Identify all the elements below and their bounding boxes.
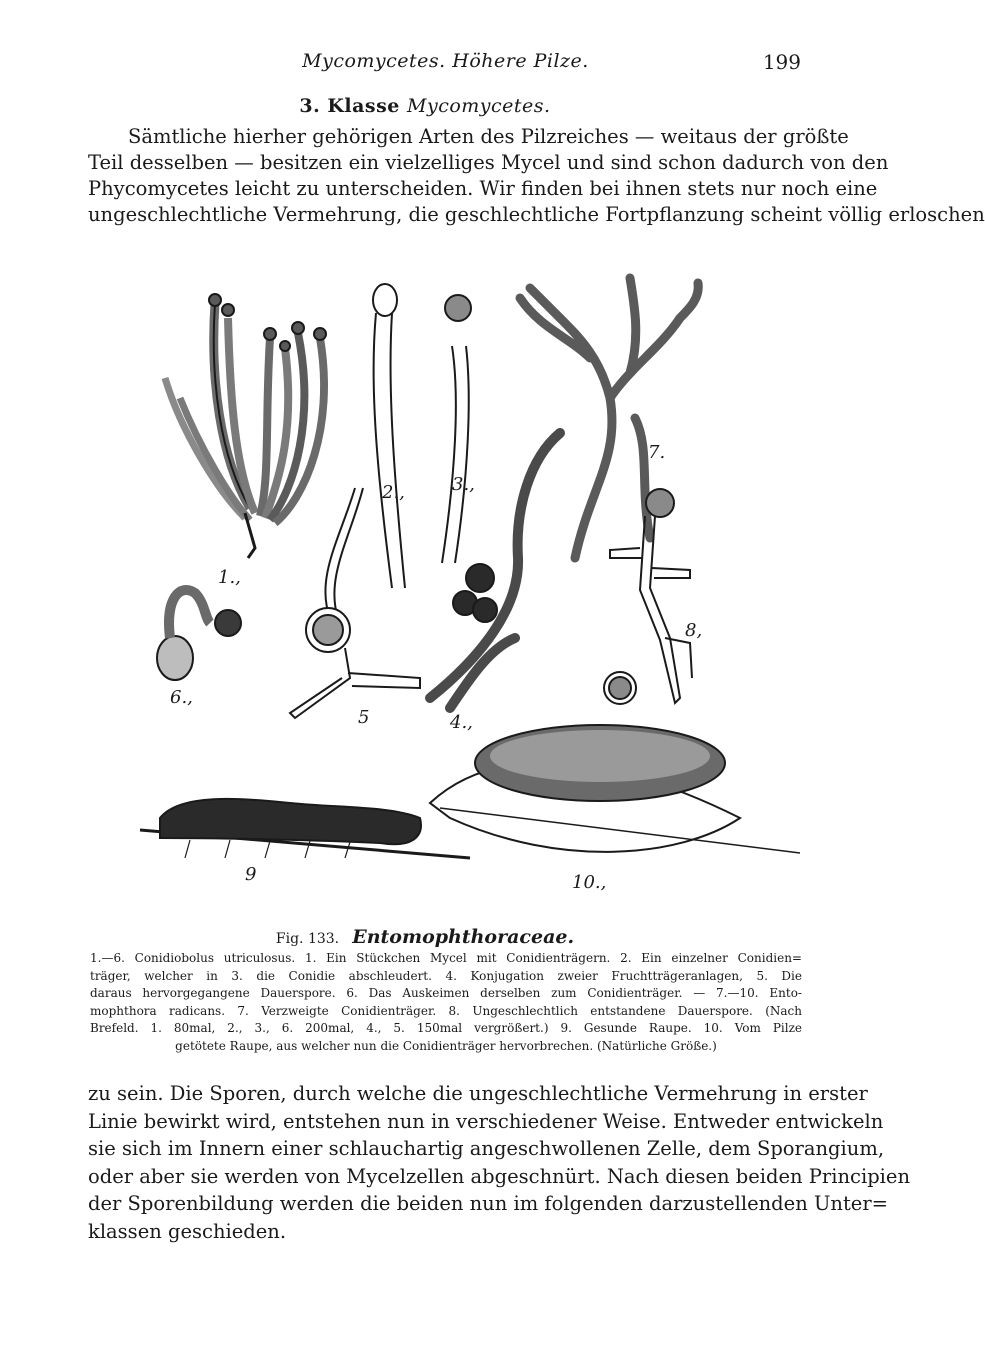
intro-line: ungeschlechtliche Vermehrung, die geschlechtliche Fortpflanzung scheint völlig erloschen (88, 203, 985, 226)
body-paragraph (88, 1080, 911, 1245)
body-line: der Sporenbildung werden die beiden nun im folgenden darzustellenden Unter= (88, 1192, 888, 1215)
intro-line: Teil desselben — besitzen ein vielzelliges Mycel und sind schon dadurch von den (88, 151, 889, 174)
figure-number: Fig. 133. (275, 931, 340, 947)
intro-line: Phycomycetes leicht zu unterscheiden. Wir finden bei ihnen stets nur noch eine (88, 177, 878, 200)
conjugation-drawing (430, 433, 560, 708)
figure-caption-title (0, 926, 850, 948)
running-title: Mycomycetes. Höhere Pilze. (302, 50, 589, 72)
caption-line: getötete Raupe, aus welcher nun die Conidienträger hervorbrechen. (Natürliche Größe.) (175, 1038, 717, 1053)
intro-paragraph (88, 124, 985, 228)
caption-line: 1.—6. Conidiobolus utriculosus. 1. Ein Stückchen Mycel mit Conidienträgern. 2. Ein einzelner Conidien= (90, 951, 802, 965)
figure-label-7: 7. (648, 442, 666, 463)
figure-caption (90, 950, 802, 1055)
body-line: oder aber sie werden von Mycelzellen abgeschnürt. Nach diesen beiden Principien (88, 1164, 911, 1188)
class-heading-name: Mycomycetes. (407, 95, 551, 117)
conidium-ejection-drawing (442, 295, 471, 563)
figure-label-8: 8, (685, 620, 703, 641)
figure-label-3: 3., (452, 474, 475, 495)
body-line: Linie bewirkt wird, entstehen nun in verschiedener Weise. Entweder entwickeln (88, 1109, 884, 1133)
page-number: 199 (762, 50, 801, 74)
figure-label-6: 6., (170, 687, 193, 708)
body-line: zu sein. Die Sporen, durch welche die ungeschlechtliche Vermehrung in erster (88, 1082, 868, 1105)
caption-line: träger, welcher in 3. die Conidie abschleudert. 4. Konjugation zweier Fruchtträgeranlagen, 5. Die (90, 968, 802, 983)
intro-line: Sämtliche hierher gehörigen Arten des Pilzreiches — weitaus der größte (128, 125, 849, 148)
infected-caterpillar-leaf-drawing (430, 725, 800, 853)
branched-conidiophore-drawing (520, 278, 698, 558)
figure-title: Entomophthoraceae. (352, 926, 575, 948)
class-heading (0, 95, 850, 117)
entomophthoraceae-drawing (120, 258, 820, 918)
caption-line: mophthora radicans. 7. Verzweigte Conidienträger. 8. Ungeschlechtlich entstandene Dauerspore. (Nach (90, 1003, 802, 1018)
conidiophore-bundle-drawing (165, 294, 326, 558)
page-header (88, 50, 803, 80)
figure-illustration (120, 258, 820, 918)
healthy-caterpillar-drawing (140, 799, 470, 858)
body-line: klassen geschieden. (88, 1219, 287, 1243)
body-line: sie sich im Innern einer schlauchartig angeschwollenen Zelle, dem Sporangium, (88, 1137, 885, 1160)
germinating-spore-drawing (157, 590, 241, 680)
class-heading-prefix: 3. Klasse (299, 95, 400, 117)
single-conidiophore-drawing (373, 284, 405, 588)
caption-line: daraus hervorgegangene Dauerspore. 6. Das Auskeimen derselben zum Conidienträger. — 7.—10. Ento- (90, 986, 802, 1000)
figure-label-9: 9 (245, 864, 257, 885)
figure-label-10: 10., (572, 872, 607, 893)
figure-label-2: 2., (382, 482, 405, 503)
figure-label-5: 5 (358, 707, 370, 728)
figure-label-4: 4., (450, 712, 473, 733)
caption-line: Brefeld. 1. 80mal, 2., 3., 6. 200mal, 4., 5. 150mal vergrößert.) 9. Gesunde Raupe. 10. Vom Pilze (90, 1021, 802, 1035)
figure-label-1: 1., (218, 567, 241, 588)
resting-spore-drawing (290, 488, 420, 718)
